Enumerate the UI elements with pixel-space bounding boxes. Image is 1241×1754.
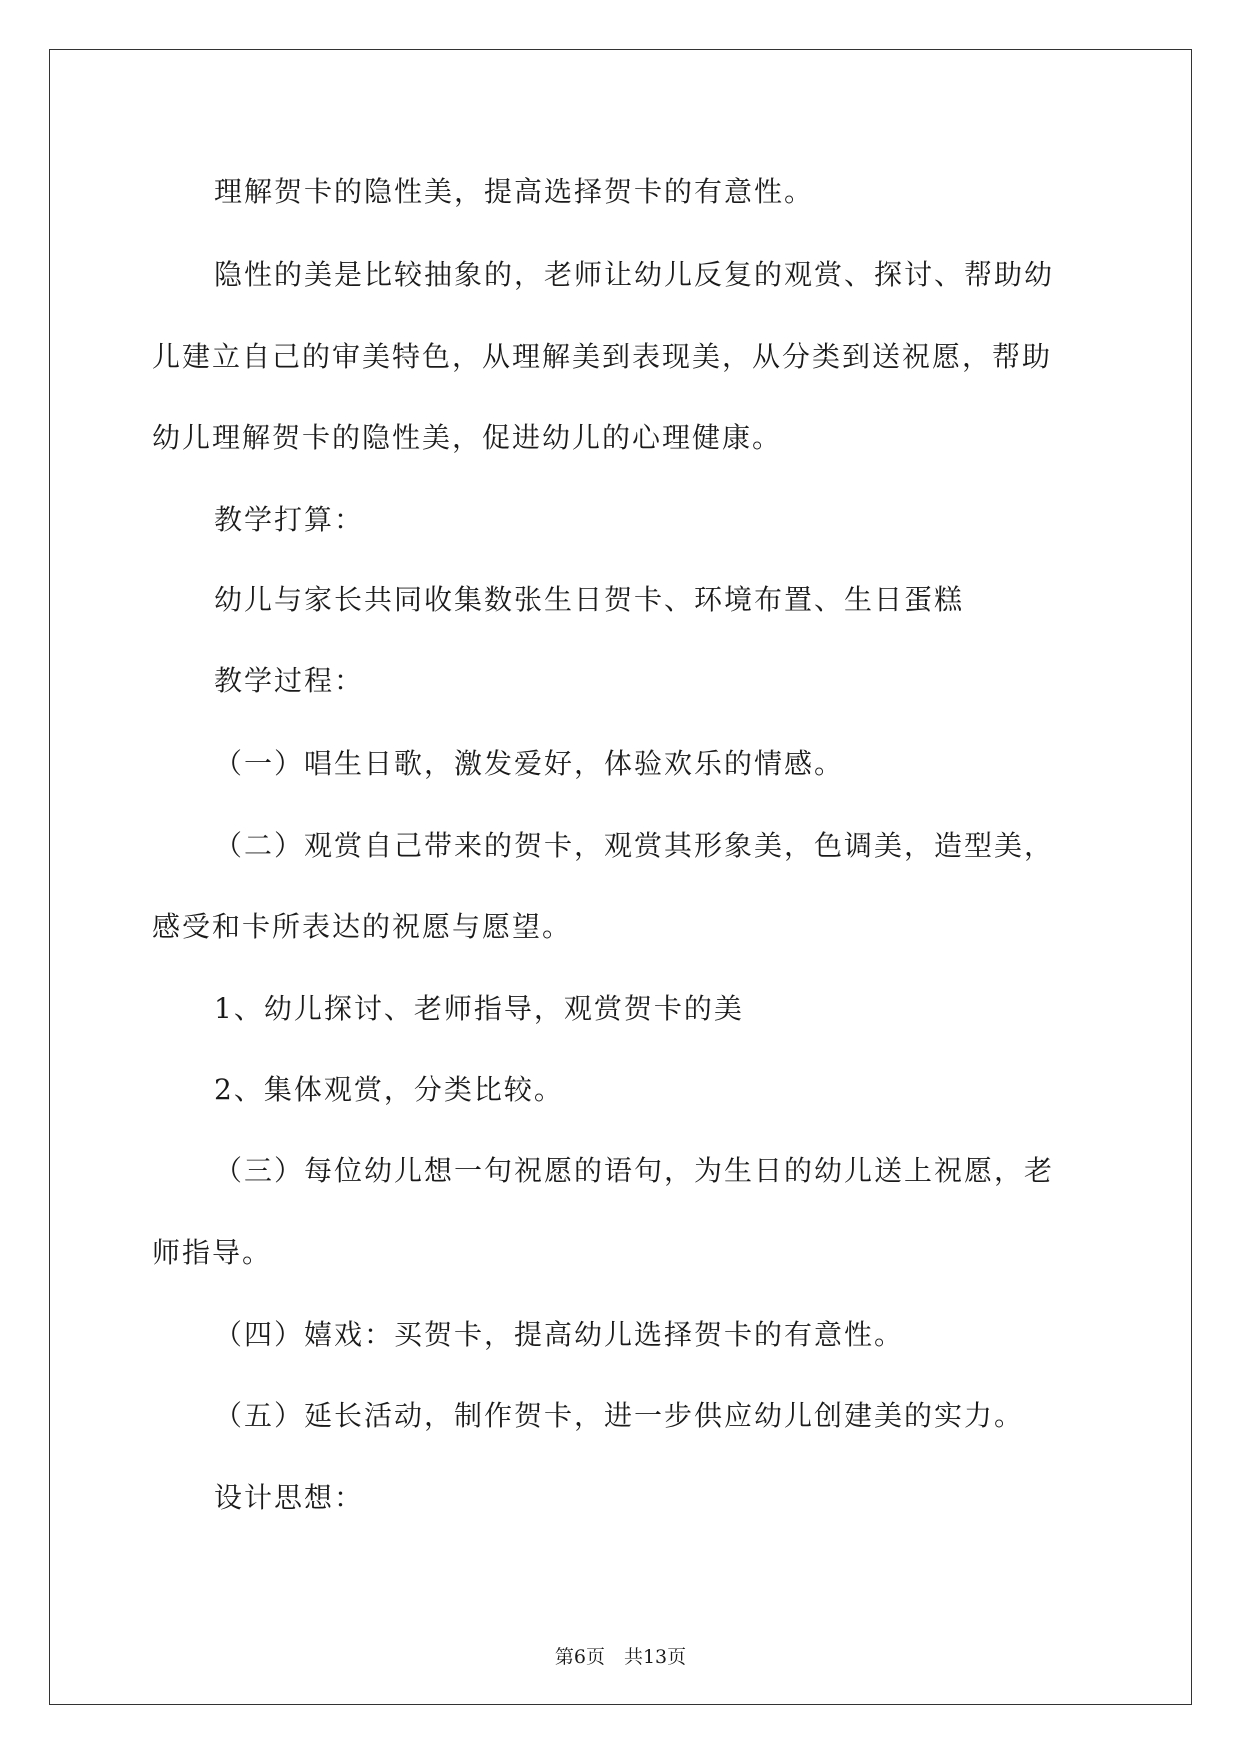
paragraph-line: （四）嬉戏：买贺卡，提高幼儿选择贺卡的有意性。 — [214, 1318, 905, 1351]
section-heading: 设计思想： — [214, 1481, 365, 1514]
section-heading: 教学过程： — [214, 664, 365, 697]
paragraph-line: 理解贺卡的隐性美，提高选择贺卡的有意性。 — [214, 175, 815, 208]
paragraph-line: （三）每位幼儿想一句祝愿的语句，为生日的幼儿送上祝愿，老 — [214, 1154, 1055, 1187]
paragraph-line: 2、集体观赏，分类比较。 — [214, 1073, 564, 1106]
section-heading: 教学打算： — [214, 503, 365, 536]
paragraph-line: （二）观赏自己带来的贺卡，观赏其形象美，色调美，造型美， — [214, 829, 1055, 862]
paragraph-line: 幼儿理解贺卡的隐性美，促进幼儿的心理健康。 — [152, 421, 783, 454]
paragraph-line: 幼儿与家长共同收集数张生日贺卡、环境布置、生日蛋糕 — [214, 583, 965, 616]
page-number-footer: 第6页 共13页 — [554, 1646, 687, 1668]
paragraph-line: 隐性的美是比较抽象的，老师让幼儿反复的观赏、探讨、帮助幼 — [214, 258, 1055, 291]
page-frame — [49, 49, 1192, 1705]
paragraph-line: 1、幼儿探讨、老师指导，观赏贺卡的美 — [214, 992, 744, 1025]
paragraph-line: 儿建立自己的审美特色，从理解美到表现美，从分类到送祝愿，帮助 — [152, 340, 1053, 373]
paragraph-line: （五）延长活动，制作贺卡，进一步供应幼儿创建美的实力。 — [214, 1399, 1025, 1432]
paragraph-line: （一）唱生日歌，激发爱好，体验欢乐的情感。 — [214, 747, 845, 780]
paragraph-line: 师指导。 — [152, 1236, 273, 1269]
paragraph-line: 感受和卡所表达的祝愿与愿望。 — [152, 910, 573, 943]
